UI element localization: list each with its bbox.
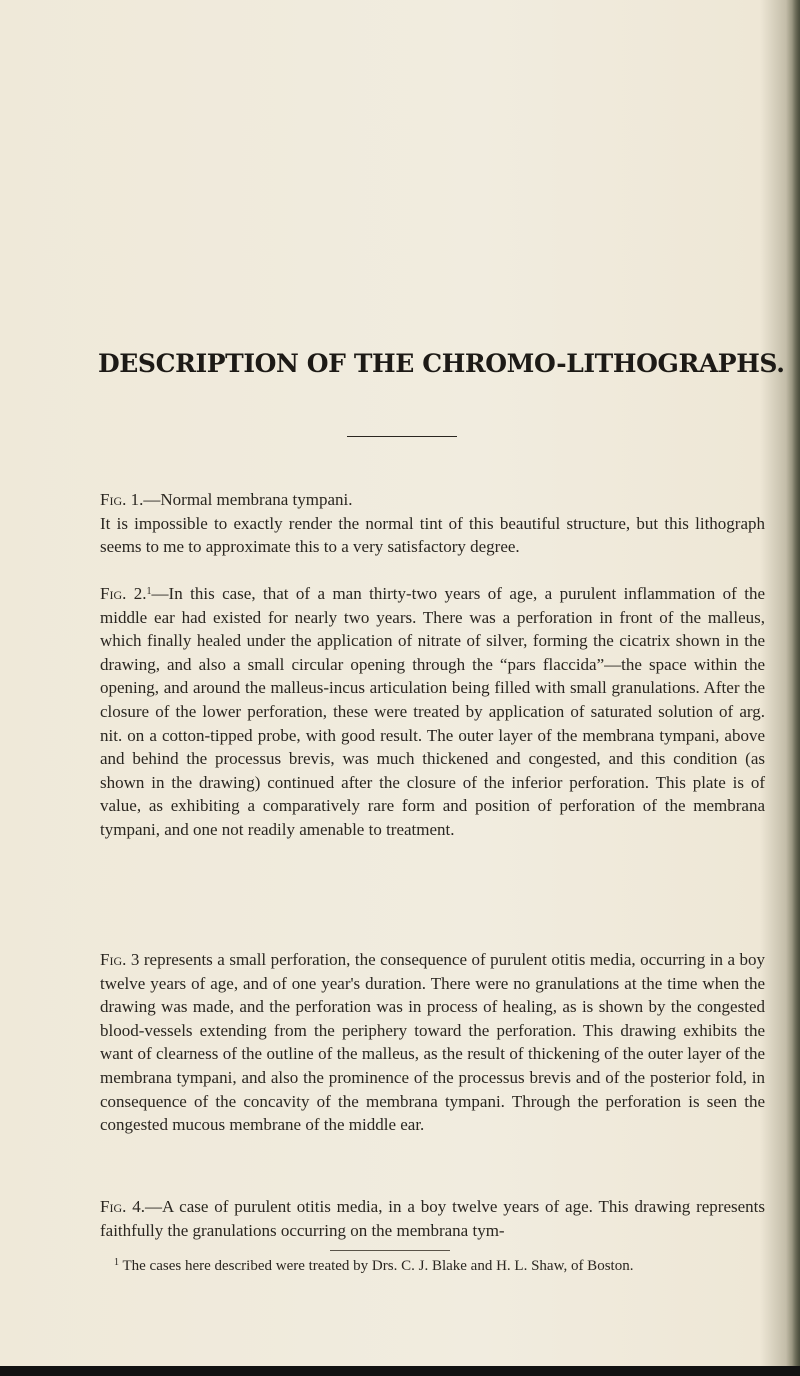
figure-2-description: [100, 582, 765, 842]
fig-label: Fig.: [100, 950, 127, 969]
paragraph-text: represents a small perforation, the consequence of purulent otitis media, occurring in a boy twelve years of age, and of one year's duration. There were no granulations at the time when the drawing was made, and the perforation was in process of healing, as is shown by the congested blood-vessels extending from the periphery toward the perforation. This drawing exhibits the want of clearness of the outline of the malleus, as the result of thickening of the outer layer of the membrana tympani, and also the prominence of the processus brevis and of the posterior fold, in consequence of the concavity of the membrana tympani. Through the perforation is seen the congested mucous membrane of the middle ear.: [100, 950, 766, 1135]
figure-1-description: [100, 488, 765, 559]
fig-number: 3: [130, 950, 140, 969]
fig-label: Fig.: [100, 490, 127, 509]
paragraph-text: It is impossible to exactly render the normal tint of this beautiful structure, but this lithograph seems to me to approximate this to a very satisfactory degree.: [100, 513, 765, 557]
footnote-text: The cases here described were treated by Drs. C. J. Blake and H. L. Shaw, of Boston.: [122, 1258, 634, 1274]
figure-1-heading: [100, 488, 765, 512]
paragraph-text: —In this case, that of a man thirty-two years of age, a purulent inflammation of the middle ear had existed for nearly two years. There was a perforation in front of the malleus, which finally healed under the application of nitrate of silver, forming the cicatrix shown in the drawing, and also a small circular opening through the “pars flaccida”—the space within the opening, and around the malleus-incus articulation being filled with small granulations. After the closure of the lower perforation, these were treated by application of saturated solution of arg. nit. on a cotton-tipped probe, with good result. The outer layer of the membrana tympani, above and behind the processus brevis, was much thickened and congested, and this condition (as shown in the drawing) continued after the closure of the inferior perforation. This plate is of value, as exhibiting a comparatively rare form and position of perforation of the membrana tympani, and one not readily amenable to treatment.: [100, 584, 766, 839]
footnote-divider: [330, 1250, 450, 1251]
paragraph-text: —Normal membrana tympani.: [143, 490, 353, 509]
paragraph-text: —A case of purulent otitis media, in a boy twelve years of age. This drawing represents faithfully the granulations occurring on the membrana tym-: [100, 1197, 765, 1240]
figure-4-description: [100, 1195, 765, 1242]
fig-number: 4.: [132, 1197, 145, 1216]
footnote-marker: 1: [114, 1257, 119, 1268]
footnote: [100, 1256, 765, 1277]
figure-3-description: [100, 948, 765, 1137]
title-divider: [347, 436, 457, 437]
fig-label: Fig.: [100, 1197, 127, 1216]
scan-bottom-edge: [0, 1366, 800, 1376]
fig-number: 1.: [130, 490, 144, 509]
footnote-ref: 1: [146, 586, 152, 597]
fig-label: Fig.: [100, 584, 127, 603]
page-edge-shadow: [786, 0, 800, 1376]
page-title: DESCRIPTION OF THE CHROMO-LITHOGRAPHS.: [98, 349, 785, 378]
fig-number: 2.: [133, 584, 147, 603]
